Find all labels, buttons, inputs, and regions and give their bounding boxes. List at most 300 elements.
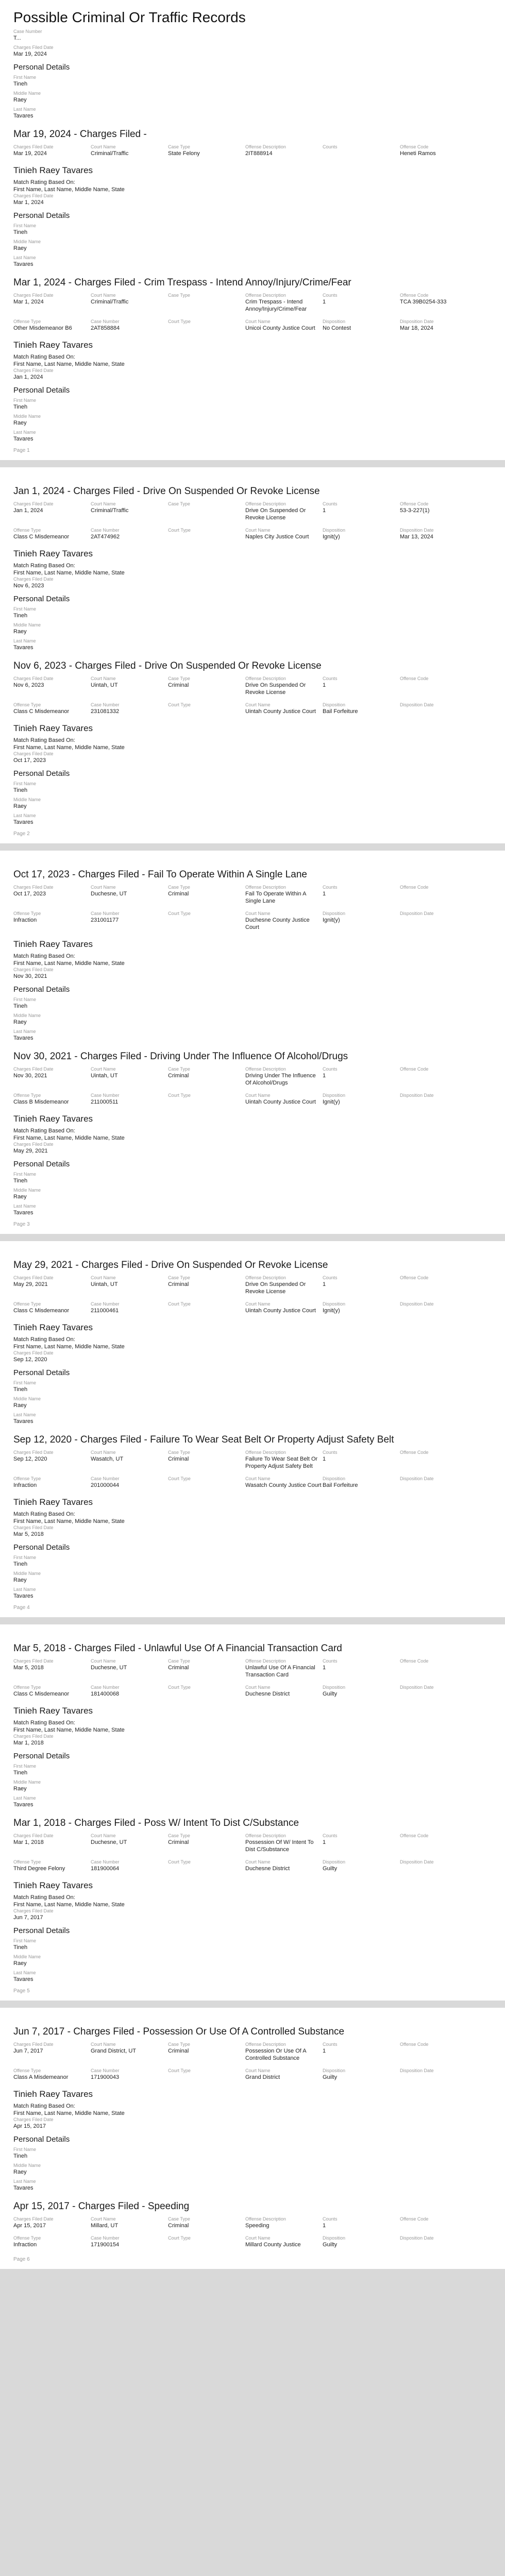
personal-details-title: Personal Details	[13, 1160, 70, 1168]
charge-field	[245, 501, 323, 521]
field-value: Tineh	[13, 404, 28, 410]
charge-field	[400, 885, 477, 905]
charge-field	[168, 1066, 245, 1087]
field-value: Guilty	[323, 1691, 338, 1697]
field-label: Last Name	[13, 2179, 36, 2184]
field-value: Mar 1, 2024	[13, 199, 44, 206]
charge-field	[91, 2216, 168, 2229]
field-label: Middle Name	[13, 414, 41, 419]
charge-field	[13, 528, 91, 540]
field-value: Naples City Justice Court	[245, 534, 309, 540]
field-value: Jun 7, 2017	[13, 2048, 43, 2054]
charge-field	[13, 2235, 91, 2248]
charge-field	[245, 319, 323, 332]
charge-field	[168, 1093, 245, 1106]
field-value: 2AT474962	[91, 534, 120, 540]
document-title: Possible Criminal Or Traffic Records	[13, 9, 246, 25]
charge-title: Jan 1, 2024 - Charges Filed - Drive On Suspended Or Revoke License	[13, 486, 320, 497]
field-value: Ignit(y)	[323, 534, 340, 540]
person-block	[13, 1323, 492, 1363]
field-value: Criminal	[168, 1073, 189, 1079]
charge-title: Sep 12, 2020 - Charges Filed - Failure To Wear Seat Belt Or Property Adjust Safety Belt	[13, 1434, 394, 1445]
page	[0, 1624, 505, 2001]
personal-details	[13, 63, 492, 120]
charges-filed-date-field	[13, 1908, 492, 1921]
field-label: Charges Filed Date	[13, 2117, 54, 2122]
charge-field	[91, 293, 168, 313]
field-label: Court Name	[91, 1066, 116, 1072]
personal-details	[13, 1368, 492, 1425]
field-value: Third Degree Felony	[13, 1866, 65, 1872]
field-label: Case Number	[91, 911, 120, 916]
charge-field	[400, 911, 477, 931]
charge-field	[13, 501, 91, 521]
personal-details-title: Personal Details	[13, 211, 70, 220]
field-label: Court Name	[91, 2216, 116, 2222]
charge-field	[168, 1658, 245, 1679]
field-label: Offense Code	[400, 1275, 429, 1280]
charges-filed-date-field	[13, 2117, 492, 2130]
field-value: Infraction	[13, 917, 37, 923]
charge-grid	[13, 2042, 492, 2084]
field-label: Middle Name	[13, 1188, 41, 1193]
field-value	[400, 2047, 477, 2055]
field-label: First Name	[13, 606, 37, 612]
field-label: Middle Name	[13, 1780, 41, 1785]
field-label: Last Name	[13, 1204, 36, 1209]
charge-field	[168, 1275, 245, 1295]
field-value	[168, 2074, 245, 2081]
match-rating-fields: First Name, Last Name, Middle Name, State	[13, 570, 125, 576]
field-label: Disposition Date	[400, 528, 434, 533]
first-name-field	[13, 781, 492, 794]
field-value: 1	[323, 1456, 326, 1462]
field-label: Middle Name	[13, 797, 41, 802]
charge-field	[323, 528, 400, 540]
match-rating-label: Match Rating Based On:	[13, 1894, 75, 1901]
field-value: Jun 7, 2017	[13, 1914, 43, 1921]
field-label: First Name	[13, 398, 37, 403]
field-label: Middle Name	[13, 239, 41, 244]
field-label: Court Name	[91, 1275, 116, 1280]
charge-field	[245, 1685, 323, 1698]
charge-title: Mar 19, 2024 - Charges Filed -	[13, 129, 147, 140]
field-label: Court Name	[245, 1476, 271, 1481]
person-block	[13, 723, 492, 764]
charge-title: Nov 30, 2021 - Charges Filed - Driving Under The Influence Of Alcohol/Drugs	[13, 1051, 348, 1062]
field-value: Class B Misdemeanor	[13, 1099, 69, 1105]
charge-field	[91, 1658, 168, 1679]
field-label: Case Number	[91, 1301, 120, 1307]
match-rating-label: Match Rating Based On:	[13, 1511, 75, 1517]
last-name-field	[13, 638, 492, 651]
field-value: Tineh	[13, 1770, 28, 1776]
charge-field	[400, 2042, 477, 2062]
field-value: Mar 5, 2018	[13, 1531, 44, 1537]
match-rating-fields: First Name, Last Name, Middle Name, State	[13, 1727, 125, 1733]
field-label: Charges Filed Date	[13, 1275, 54, 1280]
field-label: Court Type	[168, 1476, 191, 1481]
charge-field	[13, 319, 91, 332]
field-label: Case Number	[13, 29, 42, 34]
charge-field	[323, 2068, 400, 2081]
field-value	[168, 298, 245, 306]
field-label: Court Name	[91, 2042, 116, 2047]
field-value: 231001177	[91, 917, 119, 923]
field-label: Court Name	[91, 1450, 116, 1455]
first-name-field	[13, 1172, 492, 1184]
field-label: Counts	[323, 1658, 338, 1664]
charge-field	[323, 2235, 400, 2248]
person-block	[13, 939, 492, 980]
charge-field	[168, 1450, 245, 1470]
field-value	[400, 1839, 477, 1846]
field-value: Speeding	[245, 2223, 270, 2229]
charge-field	[245, 1476, 323, 1489]
field-value: T...	[13, 35, 21, 41]
charge-grid	[13, 1658, 492, 1701]
charge-field	[91, 1066, 168, 1087]
field-label: Court Name	[245, 319, 271, 324]
field-label: Court Name	[245, 1859, 271, 1865]
person-name: Tinieh Raey Tavares	[13, 1880, 93, 1890]
field-value	[400, 682, 477, 689]
field-value: Tavares	[13, 1035, 33, 1041]
field-label: Offense Type	[13, 1859, 41, 1865]
personal-details-title: Personal Details	[13, 1543, 70, 1552]
personal-details	[13, 595, 492, 651]
field-value: Raey	[13, 2169, 27, 2175]
field-label: Charges Filed Date	[13, 368, 54, 373]
field-label: Offense Type	[13, 911, 41, 916]
middle-name-field	[13, 797, 492, 810]
person-block	[13, 1114, 492, 1155]
field-value: Class C Misdemeanor	[13, 1691, 70, 1697]
field-label: Court Name	[245, 2235, 271, 2241]
charge-field	[400, 1066, 477, 1087]
charge-field	[168, 2216, 245, 2229]
charge-field	[168, 1859, 245, 1872]
field-label: Charges Filed Date	[13, 967, 54, 972]
field-label: Disposition	[323, 1859, 346, 1865]
field-label: Court Name	[91, 885, 116, 890]
field-value	[168, 708, 245, 715]
field-label: Offense Description	[245, 2216, 286, 2222]
field-label: Court Name	[91, 676, 116, 681]
charge-field	[400, 2235, 477, 2248]
field-value	[168, 2241, 245, 2248]
charge-field	[91, 1685, 168, 1698]
field-label: Last Name	[13, 107, 36, 112]
personal-details-title: Personal Details	[13, 1368, 70, 1377]
field-label: Offense Description	[245, 144, 286, 149]
field-value: Jan 1, 2024	[13, 374, 43, 380]
personal-details-title: Personal Details	[13, 2135, 70, 2144]
field-label: Middle Name	[13, 1954, 41, 1959]
field-value: 1	[323, 1281, 326, 1287]
person-block	[13, 165, 492, 206]
field-value: Driving Under The Influence Of Alcohol/Drugs	[245, 1073, 316, 1086]
match-rating-label: Match Rating Based On:	[13, 179, 75, 185]
field-value: Class C Misdemeanor	[13, 1308, 70, 1314]
field-label: Offense Type	[13, 702, 41, 707]
person-name: Tinieh Raey Tavares	[13, 1497, 93, 1507]
field-value	[400, 1690, 477, 1698]
field-value: Millard, UT	[91, 2223, 119, 2229]
field-label: Offense Description	[245, 2042, 286, 2047]
field-value: 2IT888914	[245, 150, 273, 157]
field-label: Disposition	[323, 911, 346, 916]
field-label: Last Name	[13, 430, 36, 435]
charge-field	[400, 2216, 477, 2229]
field-label: Charges Filed Date	[13, 885, 54, 890]
field-label: Court Type	[168, 911, 191, 916]
field-value: Criminal/Traffic	[91, 150, 129, 157]
field-label: Case Type	[168, 1658, 190, 1664]
charge-field	[400, 1450, 477, 1470]
charge-grid	[13, 501, 492, 544]
field-value	[400, 1455, 477, 1463]
charges-filed-date-field	[13, 1734, 492, 1747]
charge-field	[245, 1066, 323, 1087]
field-value	[400, 1865, 477, 1872]
field-value: 201000044	[91, 1482, 120, 1488]
field-value: Raey	[13, 803, 27, 809]
charge-field	[323, 911, 400, 931]
charge-field	[91, 676, 168, 696]
field-value: 211000461	[91, 1308, 119, 1314]
charge-field	[13, 1685, 91, 1698]
field-value: Uintah, UT	[91, 682, 118, 688]
charge-field	[91, 2068, 168, 2081]
field-value: Nov 30, 2021	[13, 973, 47, 979]
charge-field	[91, 885, 168, 905]
last-name-field	[13, 107, 492, 120]
page-footer: Page 5	[13, 1988, 30, 1994]
field-label: First Name	[13, 1380, 37, 1385]
charge-field	[91, 1476, 168, 1489]
middle-name-field	[13, 1013, 492, 1026]
middle-name-field	[13, 1188, 492, 1200]
charge-title: Nov 6, 2023 - Charges Filed - Drive On Suspended Or Revoke License	[13, 660, 322, 671]
charge-field	[13, 1301, 91, 1314]
charge-field	[400, 144, 477, 157]
field-value: 171900154	[91, 2242, 120, 2248]
charge-field	[245, 293, 323, 313]
field-value: TCA 39B0254-333	[400, 299, 447, 305]
field-label: Disposition	[323, 1093, 346, 1098]
field-value: 53-3-227(1)	[400, 507, 430, 514]
field-label: Offense Type	[13, 1476, 41, 1481]
charge-field	[168, 1833, 245, 1853]
charge-field	[13, 1275, 91, 1295]
match-rating-label: Match Rating Based On:	[13, 563, 75, 569]
field-label: Disposition Date	[400, 319, 434, 324]
charge-field	[13, 1859, 91, 1872]
last-name-field	[13, 1412, 492, 1425]
field-value: Tavares	[13, 261, 33, 267]
field-label: Disposition Date	[400, 702, 434, 707]
charges-filed-date-field	[13, 967, 492, 980]
field-value: Tavares	[13, 113, 33, 119]
field-value: Heneti Ramos	[400, 150, 436, 157]
field-value: Possession Of W/ Intent To Dist C/Substance	[245, 1839, 314, 1853]
field-label: Charges Filed Date	[13, 144, 54, 149]
field-value: Criminal/Traffic	[91, 299, 129, 305]
field-label: Counts	[323, 144, 338, 149]
field-value	[400, 1482, 477, 1489]
charge-field	[400, 676, 477, 696]
charge-field	[323, 1450, 400, 1470]
field-value: Criminal	[168, 1839, 189, 1845]
field-value: Tavares	[13, 2185, 33, 2191]
middle-name-field	[13, 1396, 492, 1409]
charge-field	[400, 319, 477, 332]
personal-details	[13, 211, 492, 268]
charge-field	[168, 1685, 245, 1698]
field-value: Mar 19, 2024	[13, 150, 47, 157]
field-value: Criminal	[168, 2223, 189, 2229]
match-rating-fields: First Name, Last Name, Middle Name, State	[13, 2110, 125, 2116]
field-value: Uintah, UT	[91, 1073, 118, 1079]
field-value: Nov 6, 2023	[13, 682, 44, 688]
first-name-field	[13, 606, 492, 619]
field-label: Court Name	[245, 2068, 271, 2073]
person-name: Tinieh Raey Tavares	[13, 939, 93, 949]
field-label: Last Name	[13, 1412, 36, 1417]
field-value: Crim Trespass - Intend Annoy/Injury/Crime/Fear	[245, 299, 307, 312]
field-label: Court Type	[168, 702, 191, 707]
field-label: Middle Name	[13, 91, 41, 96]
field-value	[168, 1690, 245, 1698]
first-name-field	[13, 223, 492, 236]
charge-field	[13, 1833, 91, 1853]
charge-field	[245, 1658, 323, 1679]
field-label: Charges Filed Date	[13, 45, 54, 50]
person-block	[13, 2089, 492, 2130]
person-name: Tinieh Raey Tavares	[13, 2089, 93, 2099]
charge-field	[245, 885, 323, 905]
field-label: Last Name	[13, 813, 36, 818]
field-label: Offense Description	[245, 1450, 286, 1455]
field-value: Tineh	[13, 787, 28, 793]
field-value: Grand District, UT	[91, 2048, 137, 2054]
field-value: Tineh	[13, 1178, 28, 1184]
person-name: Tinieh Raey Tavares	[13, 1114, 93, 1124]
field-label: Charges Filed Date	[13, 1525, 54, 1530]
charge-field	[13, 1476, 91, 1489]
charge-grid	[13, 1450, 492, 1492]
field-value: Uintah, UT	[91, 1281, 118, 1287]
field-value: 1	[323, 1665, 326, 1671]
person-block	[13, 1706, 492, 1747]
first-name-field	[13, 1764, 492, 1776]
personal-details	[13, 1926, 492, 1983]
first-name-field	[13, 1380, 492, 1393]
personal-details	[13, 769, 492, 826]
field-value: Apr 15, 2017	[13, 2123, 46, 2129]
field-value	[400, 1281, 477, 1288]
last-name-field	[13, 1587, 492, 1600]
personal-details	[13, 1160, 492, 1216]
field-value	[400, 1664, 477, 1671]
charges-filed-date-field	[13, 1525, 492, 1538]
charge-field	[168, 1476, 245, 1489]
field-label: Case Number	[91, 319, 120, 324]
charge-title: Apr 15, 2017 - Charges Filed - Speeding	[13, 2201, 190, 2212]
charge-field	[91, 144, 168, 157]
field-value: Duchesne District	[245, 1691, 290, 1697]
charge-field	[13, 2042, 91, 2062]
field-label: First Name	[13, 997, 37, 1002]
charge-record	[13, 869, 492, 934]
field-label: Charges Filed Date	[13, 1142, 54, 1147]
charge-field	[323, 1476, 400, 1489]
field-value: Raey	[13, 1960, 27, 1967]
field-label: Offense Code	[400, 1066, 429, 1072]
charge-field	[323, 1066, 400, 1087]
field-value: Raey	[13, 1402, 27, 1409]
charge-record	[13, 1818, 492, 1875]
field-value: Tineh	[13, 1561, 28, 1567]
charge-field	[323, 144, 400, 157]
last-name-field	[13, 1795, 492, 1808]
field-value: Mar 1, 2018	[13, 1740, 44, 1746]
charge-field	[400, 1301, 477, 1314]
field-value: Raey	[13, 1019, 27, 1025]
field-value: 181900064	[91, 1866, 120, 1872]
field-label: Offense Type	[13, 1093, 41, 1098]
personal-details-title: Personal Details	[13, 595, 70, 603]
charge-grid	[13, 293, 492, 335]
field-label: Case Number	[91, 1093, 120, 1098]
field-value	[168, 325, 245, 332]
field-value	[168, 917, 245, 924]
field-value: 1	[323, 299, 326, 305]
field-label: Court Type	[168, 1685, 191, 1690]
charge-field	[91, 319, 168, 332]
field-label: Counts	[323, 501, 338, 506]
personal-details-title: Personal Details	[13, 769, 70, 778]
field-value: No Contest	[323, 325, 351, 331]
field-label: Last Name	[13, 255, 36, 260]
charge-field	[400, 1685, 477, 1698]
charge-field	[245, 702, 323, 715]
field-label: Disposition	[323, 2235, 346, 2241]
charges-filed-date-field	[13, 193, 492, 206]
field-value: Nov 6, 2023	[13, 583, 44, 589]
field-label: Disposition	[323, 1685, 346, 1690]
field-value: 211000511	[91, 1099, 119, 1105]
field-value: Grand District	[245, 2074, 280, 2080]
field-label: Offense Description	[245, 293, 286, 298]
field-label: Court Name	[245, 1093, 271, 1098]
field-value: Infraction	[13, 1482, 37, 1488]
match-rating-label: Match Rating Based On:	[13, 737, 75, 743]
field-label: Offense Description	[245, 1275, 286, 1280]
charge-field	[323, 885, 400, 905]
field-label: First Name	[13, 75, 37, 80]
field-label: Charges Filed Date	[13, 193, 54, 198]
charge-title: Mar 1, 2024 - Charges Filed - Crim Trespass - Intend Annoy/Injury/Crime/Fear	[13, 277, 351, 288]
charge-field	[323, 1859, 400, 1872]
field-value: Raey	[13, 1786, 27, 1792]
match-rating-fields: First Name, Last Name, Middle Name, State	[13, 361, 125, 367]
charge-record	[13, 1260, 492, 1317]
charge-field	[245, 2042, 323, 2062]
charge-field	[323, 1275, 400, 1295]
middle-name-field	[13, 2163, 492, 2176]
